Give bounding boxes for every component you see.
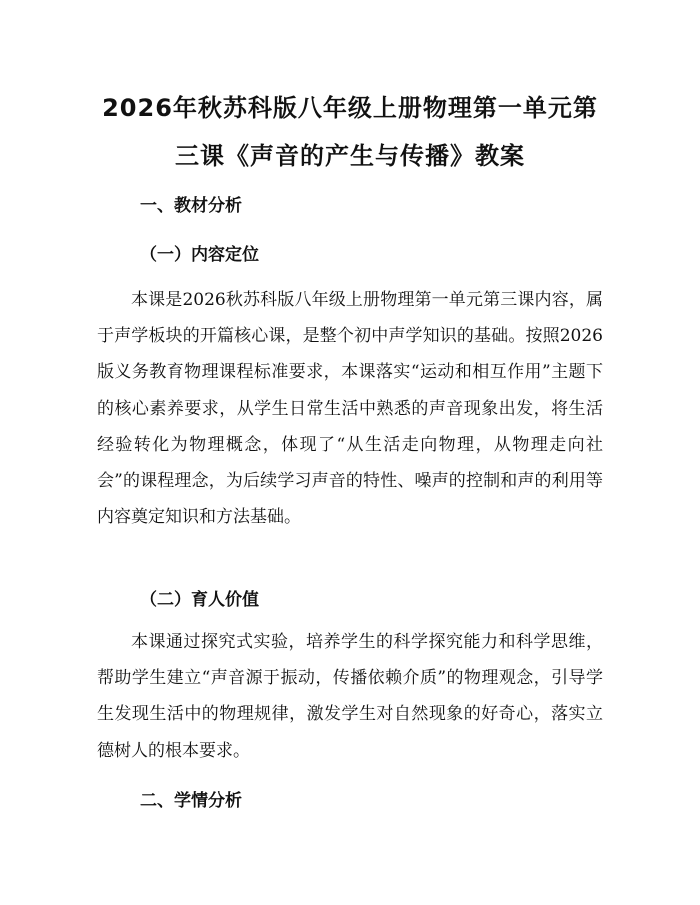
subsection-heading-educational-value: （二）育人价值 — [140, 590, 259, 610]
document-title-line-2: 三课《声音的产生与传播》教案 — [175, 142, 525, 170]
section-heading-learner-analysis: 二、学情分析 — [140, 791, 242, 811]
paragraph-educational-value: 本课通过探究式实验，培养学生的科学探究能力和科学思维，帮助学生建立“声音源于振动，传播依赖介质”的物理观念，引导学生发现生活中的物理规律，激发学生对自然现象的好奇心，落实立德树人的根本要求。 — [97, 632, 603, 761]
subsection-heading-content-positioning: （一）内容定位 — [140, 245, 259, 265]
paragraph-content-positioning: 本课是2026秋苏科版八年级上册物理第一单元第三课内容，属于声学板块的开篇核心课，是整个初中声学知识的基础。按照2026版义务教育物理课程标准要求，本课落实“运动和相互作用”主题下的核心素养要求，从学生日常生活中熟悉的声音现象出发，将生活经验转化为物理概念，体现了“从生活走向物理，从物理走向社会”的课程理念，为后续学习声音的特性、噪声的控制和声的利用等内容奠定知识和方法基础。 — [97, 290, 603, 528]
section-heading-textbook-analysis: 一、教材分析 — [140, 196, 242, 216]
document-title-line-1: 2026年秋苏科版八年级上册物理第一单元第 — [102, 94, 598, 122]
